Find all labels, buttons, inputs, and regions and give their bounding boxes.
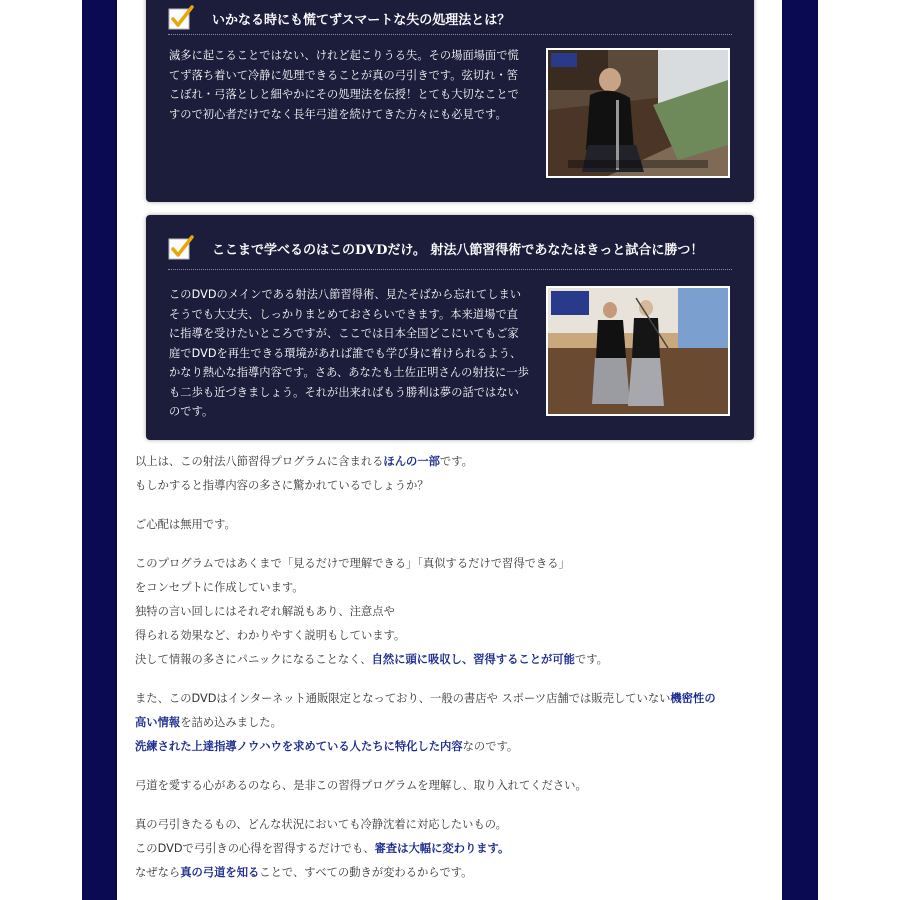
text: 決して情報の多さにパニックになることなく、 [135,653,372,666]
feature-description: このDVDのメインである射法八節習得術、見たそばから忘れてしまいそうでも大丈夫、しっかりまとめておさらいできます。本来道場で直に指導を受けたいところですが、ここでは日本全国どこにいてもご家庭でDVDを再生できる環境があれば誰でも学び身に着けられるよう、かなり熱心な指導内容です。さあ、あなたも土佐正明さんの射技に一歩も二歩も近づきましょう。それが出来ればもう勝利は夢の話ではないのです。 [169,288,529,418]
highlight-text: 洗練された上達指導ノウハウを求めている人たちに特化した内容 [135,740,463,753]
kyudo-practitioner-kneeling-photo [546,48,730,178]
exclusive-paragraph [135,687,765,759]
text: を詰め込みました。 [180,716,282,729]
feature-box-error-handling [146,0,754,202]
feature-header [168,228,732,268]
text: 得られる効果など、わかりやすく説明もしています。 [135,629,406,642]
feature-title: いかなる時にも慌てずスマートな失の処理法とは？ [212,12,511,28]
highlight-text: ほんの一部 [383,455,440,468]
intro-paragraph [135,450,765,498]
text: です。 [574,653,608,666]
reassurance-paragraph [135,513,765,537]
text: なぜなら [135,866,181,879]
call-to-action-paragraph [135,774,765,798]
checkmark-icon [168,235,194,261]
text: このDVDで弓引きの心得を習得するだけでも、 [135,842,375,855]
text: です。 [439,455,473,468]
checkmark-icon [168,5,194,31]
text: 独特の言い回しにはそれぞれ解説もあり、注意点や [135,605,395,618]
highlight-text: 高い情報 [135,716,181,729]
text: ことで、すべての動きが変わるからです。 [259,866,473,879]
text: をコンセプトに作成しています。 [135,581,304,594]
text: もしかすると指導内容の多さに驚かれているでしょうか？ [135,479,429,492]
concept-paragraph [135,552,765,672]
feature-header [168,0,732,38]
text: ご心配は無用です。 [135,518,236,531]
text: なのです。 [462,740,519,753]
highlight-text: 自然に頭に吸収し、習得することが可能 [371,653,575,666]
feature-box-dvd-only [146,215,754,440]
highlight-text: 機密性の [670,692,716,705]
text: また、このDVDはインターネット通販限定となっており、一般の書店や スポーツ店舗では販売していない [135,692,671,705]
closing-paragraph [135,813,765,885]
two-archers-in-dojo-photo [546,286,730,416]
highlight-text: 審査は大幅に変わります。 [374,842,510,855]
divider [168,269,732,270]
text: 真の弓引きたるもの、どんな状況においても冷静沈着に対応したいもの。 [135,818,507,831]
text: 弓道を愛する心があるのなら、是非この習得プログラムを理解し、取り入れてください。 [135,779,587,792]
divider [168,34,732,35]
text: 以上は、この射法八節習得プログラムに含まれる [135,455,384,468]
feature-title: ここまで学べるのはこのDVDだけ。 射法八節習得術であなたはきっと試合に勝つ！ [212,242,704,258]
feature-description: 滅多に起こることではない、けれど起こりうる失。その場面場面で慌てず落ち着いて冷静に処理できることが真の弓引きです。弦切れ・筈こぼれ・弓落としと細やかにその処理法を伝授！とても大切なことですので初心者だけでなく長年弓道を続けてきた方々にも必見です。 [169,49,519,121]
text: このプログラムではあくまで「見るだけで理解できる」「真似するだけで習得できる」 [135,557,570,570]
highlight-text: 真の弓道を知る [180,866,260,879]
